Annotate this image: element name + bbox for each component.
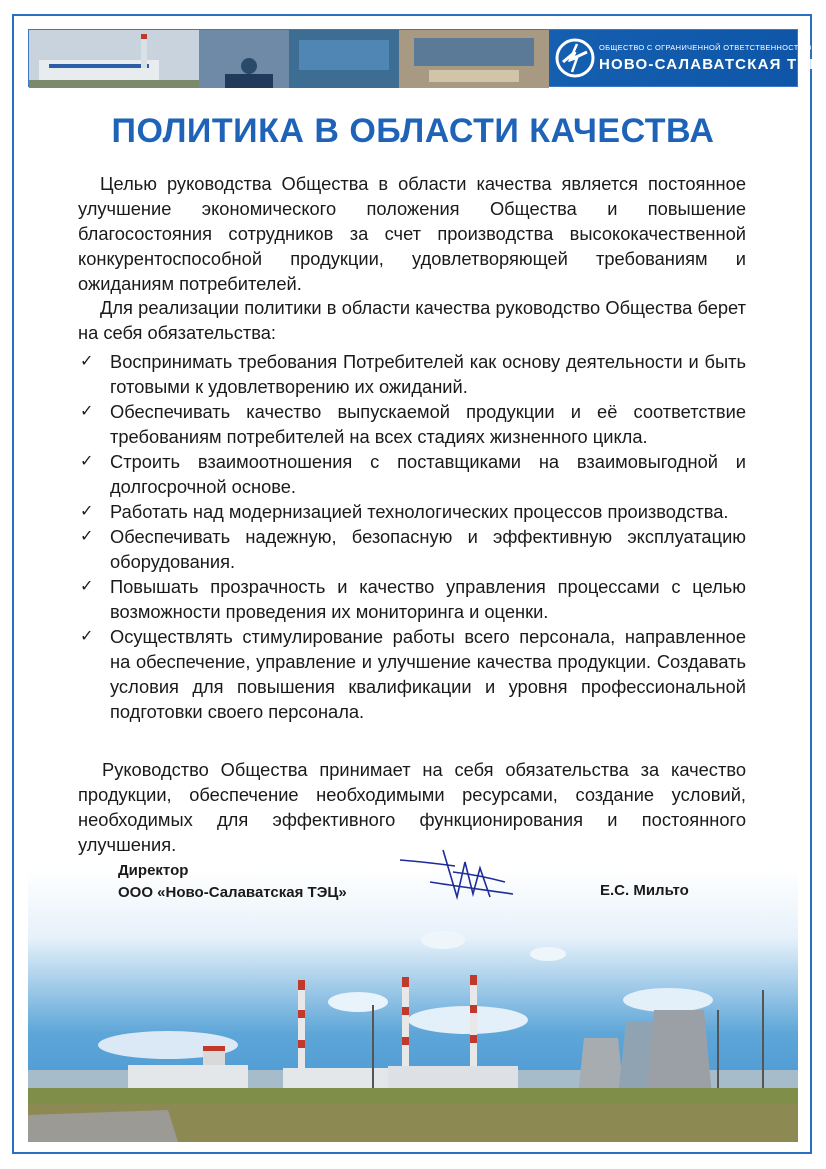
org-name: НОВО-САЛАВАТСКАЯ ТЭЦ [599, 56, 822, 73]
handwritten-signature [395, 842, 515, 912]
commitments-list [78, 349, 746, 724]
check-icon: ✓ [80, 403, 94, 420]
check-icon: ✓ [80, 578, 94, 595]
signatory-name: Е.С. Мильто [600, 882, 689, 899]
list-item: ✓ Повышать прозрачность и качество управления процессами с целью возможности проведения их мониторинга и оценки. [80, 576, 746, 622]
signatory-position: Директор [118, 862, 189, 879]
list-item: ✓ Воспринимать требования Потребителей как основу деятельности и быть готовыми к удовлетворению их ожиданий. [80, 351, 746, 397]
list-item: ✓ Осуществлять стимулирование работы всего персонала, направленное на обеспечение, управление и улучшение качества продукции. Создавать условия для повышения квалификации и уровня профессиональной подготовки своего персонала. [80, 626, 746, 722]
check-icon: ✓ [80, 503, 94, 520]
signatory-company: ООО «Ново-Салаватская ТЭЦ» [118, 884, 347, 901]
lead-paragraph: Для реализации политики в области качества руководство Общества берет на себя обязательства: [78, 297, 746, 343]
list-item: ✓ Обеспечивать надежную, безопасную и эффективную эксплуатацию оборудования. [80, 526, 746, 572]
check-icon: ✓ [80, 453, 94, 470]
signatory-block [118, 860, 347, 904]
check-icon: ✓ [80, 628, 94, 645]
check-icon: ✓ [80, 528, 94, 545]
company-logo-icon [555, 38, 595, 78]
closing-paragraph: Руководство Общества принимает на себя обязательства за качество продукции, обеспечение необходимыми ресурсами, создание условий, необходимых для эффективного функционирования и постоянного улучшения. [78, 759, 746, 855]
header-banner [28, 29, 822, 87]
list-item: ✓ Обеспечивать качество выпускаемой продукции и её соответствие требованиям потребителей на всех стадиях жизненного цикла. [80, 401, 746, 447]
list-item: ✓ Строить взаимоотношения с поставщиками на взаимовыгодной и долгосрочной основе. [80, 451, 746, 497]
list-item: ✓ Работать над модернизацией технологических процессов производства. [80, 501, 729, 522]
header-photo-collage [29, 30, 549, 88]
org-legal-form: ОБЩЕСТВО С ОГРАНИЧЕННОЙ ОТВЕТСТВЕННОСТЬЮ [599, 43, 812, 52]
document-title: ПОЛИТИКА В ОБЛАСТИ КАЧЕСТВА [111, 112, 715, 150]
check-icon: ✓ [80, 353, 94, 370]
intro-paragraph: Целью руководства Общества в области качества является постоянное улучшение экономического положения Общества и повышение благосостояния сотрудников за счет производства высококачественной конкурентоспособной продукции, удовлетворяющей требованиям и ожиданиям потребителей. [78, 173, 746, 294]
